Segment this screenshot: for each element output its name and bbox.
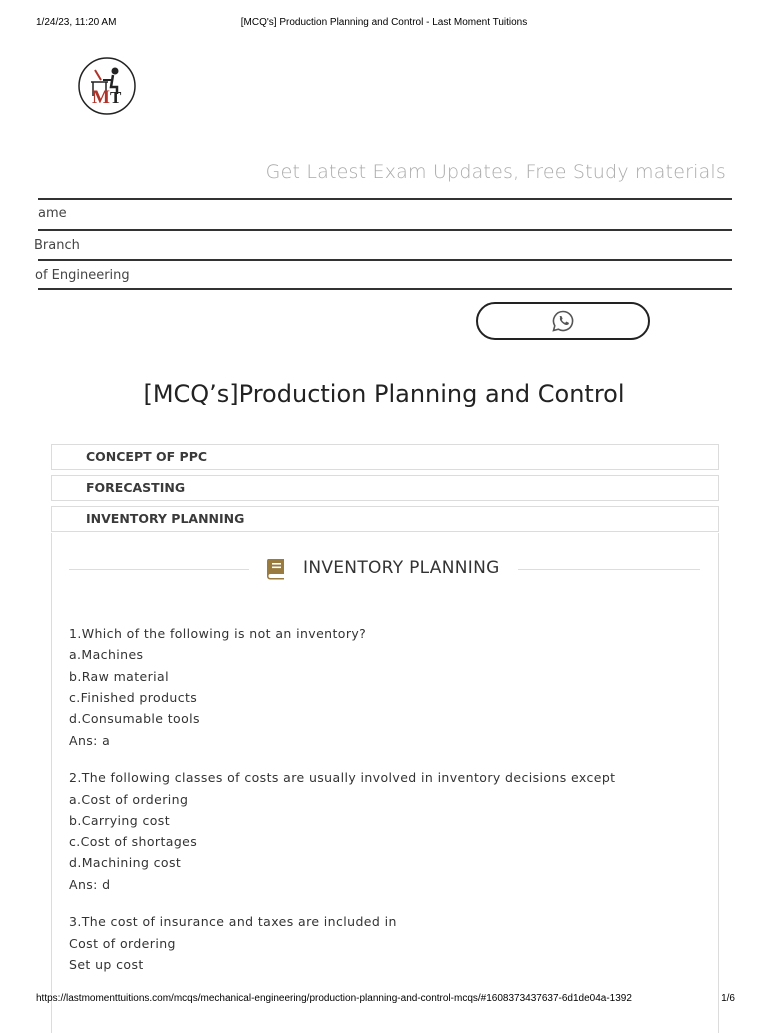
whatsapp-icon — [551, 309, 575, 333]
option: c.Finished products — [69, 690, 198, 705]
question-text: 1.Which of the following is not an inventory? — [69, 626, 367, 641]
name-field-placeholder: ame — [38, 206, 67, 221]
branch-field-placeholder: Branch — [34, 238, 80, 253]
heading-rule-left — [69, 569, 249, 570]
tab-forecasting[interactable] — [51, 475, 719, 501]
question-text: 2.The following classes of costs are usually involved in inventory decisions except — [69, 770, 616, 785]
option: c.Cost of shortages — [69, 834, 198, 849]
tab-label: FORECASTING — [86, 480, 186, 495]
branch-field[interactable] — [0, 232, 732, 261]
tagline: Get Latest Exam Updates, Free Study materials — [265, 161, 726, 183]
tab-label: INVENTORY PLANNING — [86, 511, 245, 526]
page-title: [MCQ’s]Production Planning and Control — [143, 380, 625, 408]
tab-label: CONCEPT OF PPC — [86, 449, 208, 464]
heading-rule-right — [518, 569, 700, 570]
option: d.Machining cost — [69, 855, 182, 870]
option: b.Raw material — [69, 669, 169, 684]
field-divider — [38, 259, 732, 261]
field-divider — [38, 288, 732, 290]
lmt-logo-icon — [77, 56, 137, 116]
field-divider — [38, 229, 732, 231]
name-field[interactable] — [0, 200, 732, 229]
option: a.Machines — [69, 647, 144, 662]
print-header — [0, 17, 768, 31]
option: b.Carrying cost — [69, 813, 170, 828]
logo-t-letter: T — [110, 88, 122, 107]
print-datetime: 1/24/23, 11:20 AM — [36, 17, 117, 28]
option: a.Cost of ordering — [69, 792, 189, 807]
tab-inventory-planning[interactable] — [51, 506, 719, 532]
print-footer — [0, 993, 768, 1007]
print-title: [MCQ's] Production Planning and Control - Last Moment Tuitions — [240, 17, 528, 28]
option: Set up cost — [69, 957, 144, 972]
year-field[interactable] — [0, 262, 732, 291]
print-url: https://lastmomenttuitions.com/mcqs/mechanical-engineering/production-planning-and-control-mcqs/#1608373437637-6d1de04a-1392 — [36, 993, 632, 1004]
answer: Ans: a — [69, 733, 111, 748]
print-page-number: 1/6 — [721, 993, 735, 1004]
site-logo[interactable] — [77, 56, 137, 116]
answer: Ans: d — [69, 877, 111, 892]
option: Cost of ordering — [69, 936, 176, 951]
year-field-placeholder: of Engineering — [35, 268, 130, 283]
logo-m-letter: M — [92, 87, 110, 108]
section-heading: INVENTORY PLANNING — [303, 558, 500, 578]
option: d.Consumable tools — [69, 711, 200, 726]
whatsapp-button[interactable] — [476, 302, 650, 340]
question-text: 3.The cost of insurance and taxes are included in — [69, 914, 397, 929]
tab-concept-of-ppc[interactable] — [51, 444, 719, 470]
book-icon — [264, 558, 288, 580]
